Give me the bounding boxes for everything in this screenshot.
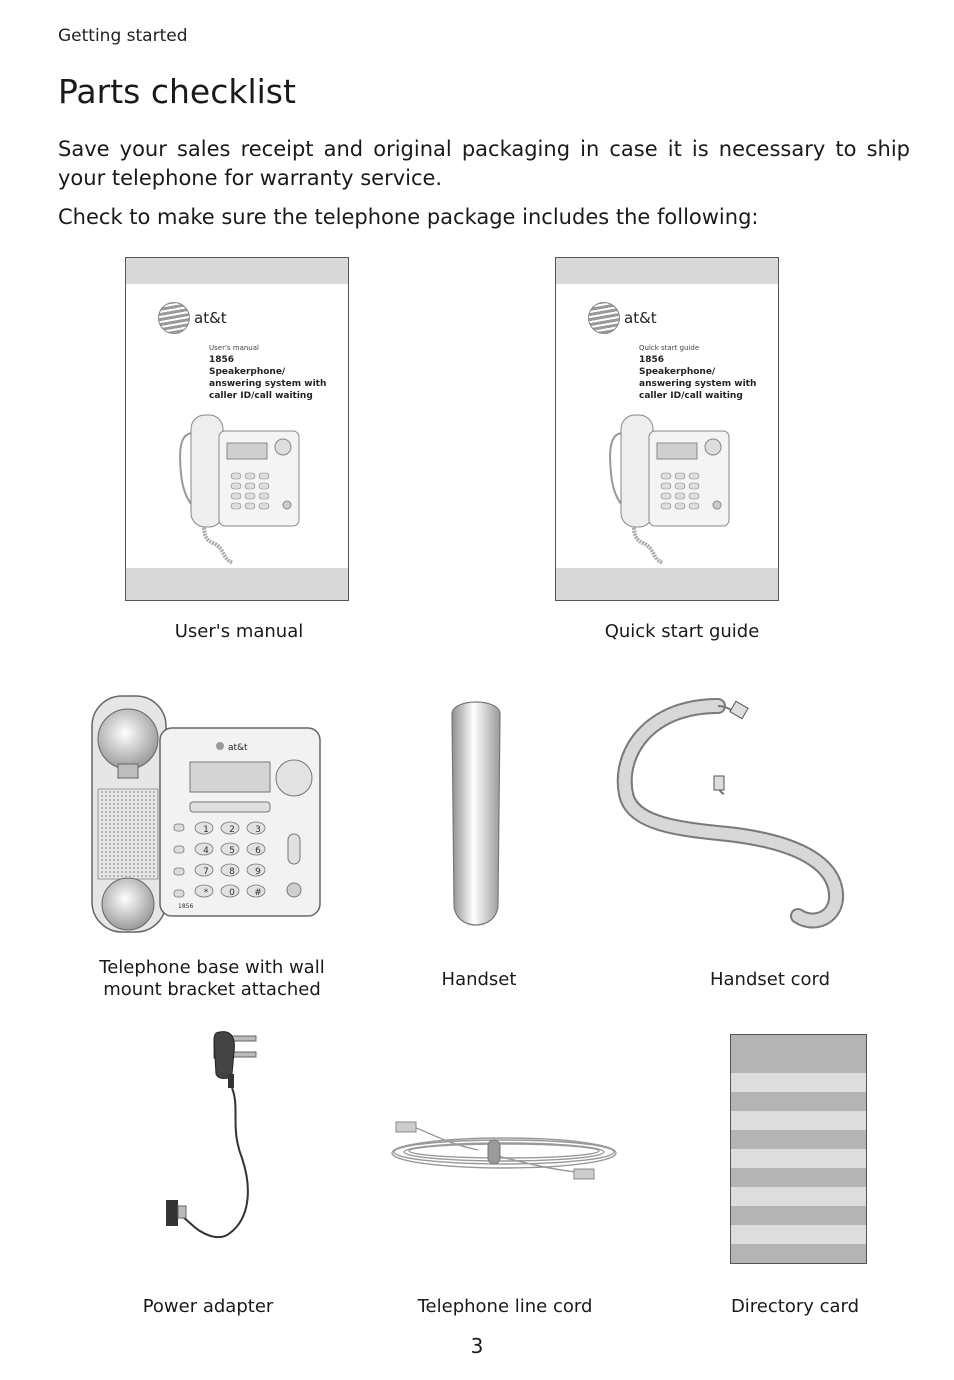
handset — [440, 694, 512, 934]
handset-illustration — [440, 694, 512, 934]
telephone-line-cord-illustration — [388, 1110, 620, 1190]
telephone-line-cord — [388, 1110, 620, 1190]
phone-illustration — [601, 413, 731, 568]
telephone-base — [88, 694, 323, 934]
quick-start-guide-booklet — [555, 257, 779, 601]
key-label: 3 — [255, 825, 261, 835]
page-title: Parts checklist — [58, 72, 296, 111]
caption-telephone-line-cord: Telephone line cord — [417, 1296, 593, 1317]
att-logo — [588, 302, 657, 334]
att-globe-icon — [158, 302, 190, 334]
booklet-model — [209, 354, 339, 402]
att-logo-text: at&t — [194, 309, 227, 327]
booklet-model-description: Speakerphone/ answering system with caller ID/call waiting — [209, 367, 327, 401]
key-label: * — [203, 888, 209, 898]
base-model-label: 1856 — [178, 903, 194, 910]
key-label: 5 — [229, 846, 235, 856]
key-label: # — [254, 888, 262, 898]
booklet-band — [126, 568, 348, 600]
booklet-model-number: 1856 — [639, 355, 665, 365]
key-label: 0 — [229, 888, 235, 898]
base-brand-label: at&t — [228, 743, 248, 753]
booklet-model-number: 1856 — [209, 355, 235, 365]
att-logo — [158, 302, 227, 334]
key-label: 4 — [203, 846, 209, 856]
phone-illustration — [171, 413, 301, 568]
key-label: 8 — [229, 867, 235, 877]
booklet-model — [639, 354, 769, 402]
booklet-band — [126, 258, 348, 284]
key-label: 9 — [255, 867, 261, 877]
caption-power-adapter: Power adapter — [142, 1296, 274, 1317]
caption-users-manual: User's manual — [174, 621, 304, 642]
booklet-kind: User's manual — [209, 344, 259, 352]
caption-quick-start-guide: Quick start guide — [604, 621, 760, 642]
power-adapter-illustration — [160, 1028, 270, 1268]
key-label: 2 — [229, 825, 235, 835]
booklet-model-description: Speakerphone/ answering system with caller ID/call waiting — [639, 367, 757, 401]
caption-handset: Handset — [441, 969, 517, 990]
att-globe-icon — [588, 302, 620, 334]
booklet-band — [556, 568, 778, 600]
users-manual-booklet — [125, 257, 349, 601]
handset-cord — [608, 694, 852, 934]
intro-paragraph: Check to make sure the telephone package includes the following: — [58, 205, 759, 229]
booklet-band — [556, 258, 778, 284]
section-header: Getting started — [58, 26, 188, 46]
page-number: 3 — [470, 1334, 484, 1358]
booklet-kind: Quick start guide — [639, 344, 700, 352]
caption-handset-cord: Handset cord — [709, 969, 831, 990]
key-label: 1 — [203, 825, 209, 835]
telephone-base-illustration — [88, 694, 323, 934]
directory-card-illustration — [730, 1034, 867, 1264]
key-label: 7 — [203, 867, 209, 877]
handset-cord-illustration — [608, 694, 852, 934]
intro-paragraph: Save your sales receipt and original packaging in case it is necessary to ship your telephone for warranty service. — [58, 137, 910, 190]
directory-card — [730, 1034, 867, 1264]
key-label: 6 — [255, 846, 261, 856]
power-adapter — [160, 1028, 270, 1268]
caption-telephone-base: Telephone base with wall mount bracket attached — [99, 957, 325, 1000]
caption-directory-card: Directory card — [730, 1296, 860, 1317]
att-logo-text: at&t — [624, 309, 657, 327]
